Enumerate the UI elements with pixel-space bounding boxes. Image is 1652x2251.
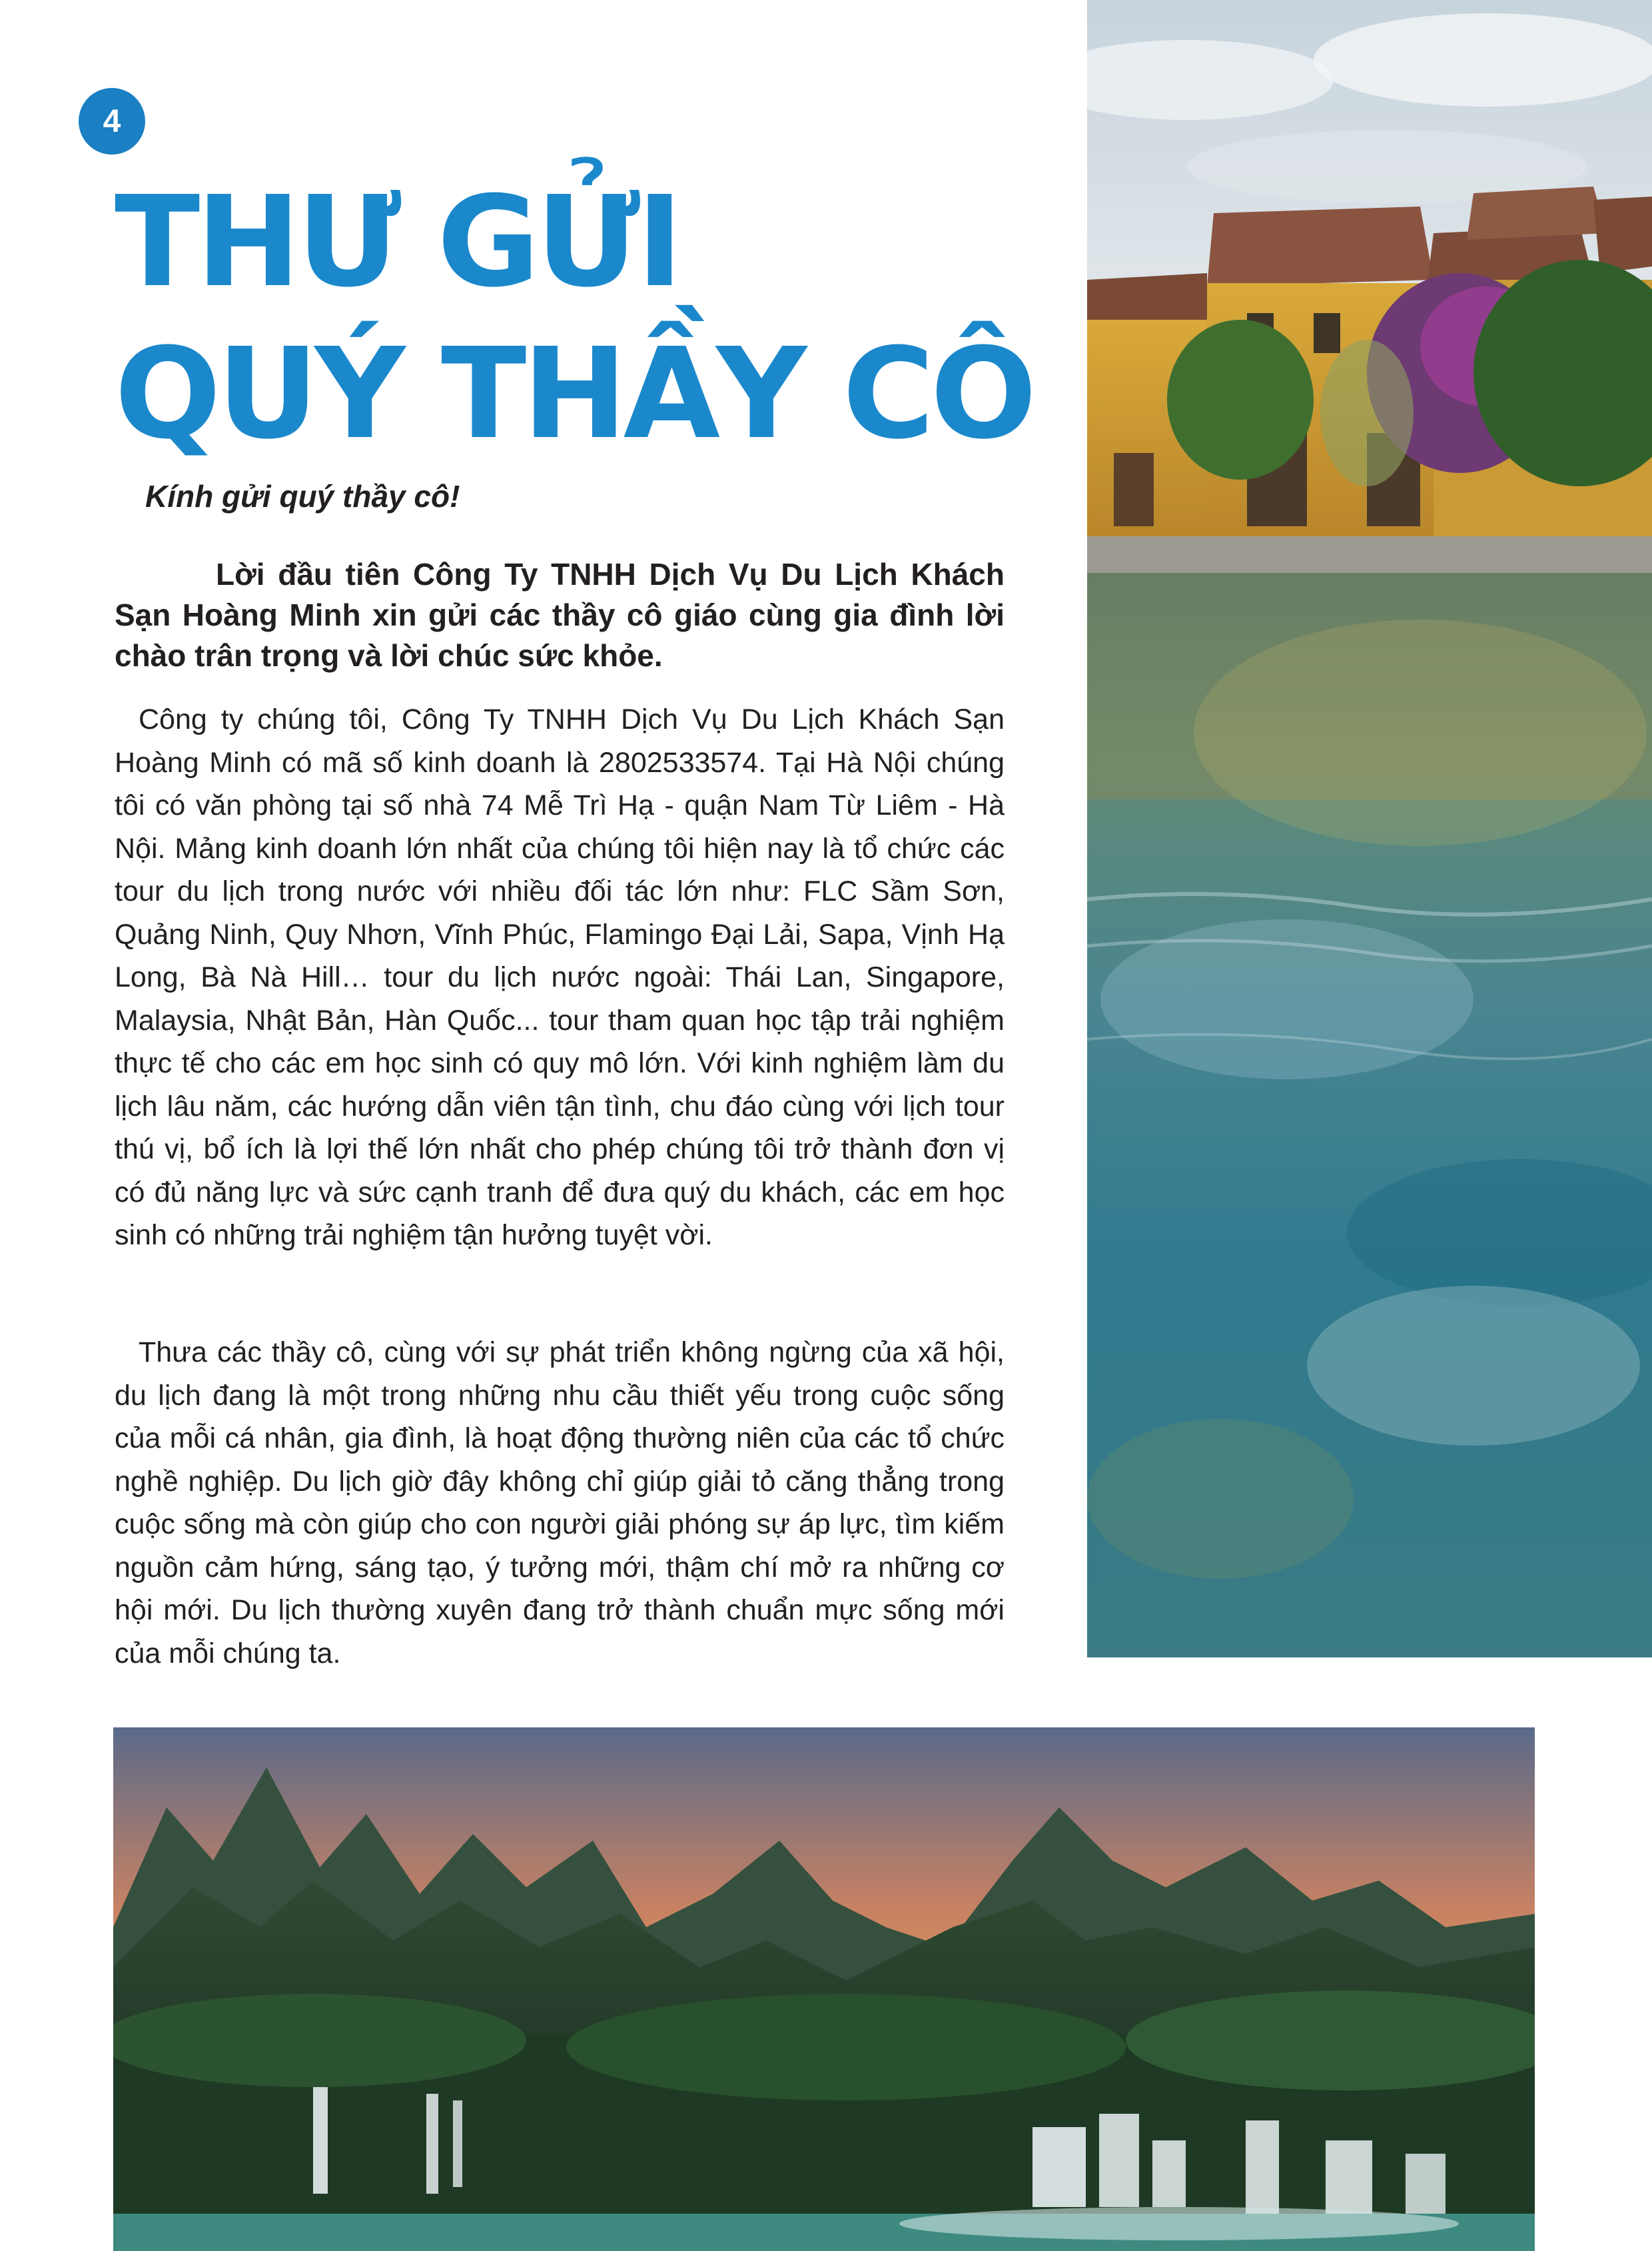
page-title	[115, 167, 1080, 470]
waterfall-karst-sunset-photo	[113, 1727, 1535, 2251]
letter-greeting: Kính gửi quý thầy cô!	[145, 479, 460, 514]
page-number-badge: 4	[79, 88, 145, 155]
letter-intro: Lời đầu tiên Công Ty TNHH Dịch Vụ Du Lịch Khách Sạn Hoàng Minh xin gửi các thầy cô giáo cùng gia đình lời chào trân trọng và lời chúc sức khỏe.	[115, 557, 1005, 673]
page-title-line-1: THƯ GỬI	[115, 169, 679, 315]
page-title-line-2: QUÝ THẦY CÔ	[115, 321, 1033, 467]
letter-paragraph-1: Công ty chúng tôi, Công Ty TNHH Dịch Vụ Du Lịch Khách Sạn Hoàng Minh có mã số kinh doanh là 2802533574. Tại Hà Nội chúng tôi có văn phòng tại số nhà 74 Mễ Trì Hạ - quận Nam Từ Liêm - Hà Nội. Mảng kinh doanh lớn nhất của chúng tôi hiện nay là tổ chức các tour du lịch trong nước với nhiều đối tác lớn như: FLC Sầm Sơn, Quảng Ninh, Quy Nhơn, Vĩnh Phúc, Flamingo Đại Lải, Sapa, Vịnh Hạ Long, Bà Nà Hill… tour du lịch nước ngoài: Thái Lan, Singapore, Malaysia, Nhật Bản, Hàn Quốc... tour tham quan học tập trải nghiệm thực tế cho các em học sinh có quy mô lớn. Với kinh nghiệm làm du lịch lâu năm, các hướng dẫn viên tận tình, chu đáo cùng với lịch tour thú vị, bổ ích là lợi thế lớn nhất cho phép chúng tôi trở thành đơn vị có đủ năng lực và sức cạnh tranh để đưa quý du khách, các em học sinh có những trải nghiệm tận hưởng tuyệt vời.	[115, 703, 1005, 1251]
letter-paragraph-2: Thưa các thầy cô, cùng với sự phát triển không ngừng của xã hội, du lịch đang là một trong những nhu cầu thiết yếu trong cuộc sống của mỗi cá nhân, gia đình, là hoạt động thường niên của các tổ chức nghề nghiệp. Du lịch giờ đây không chỉ giúp giải tỏ căng thẳng trong cuộc sống mà còn giúp cho con người giải phóng sự áp lực, tìm kiếm nguồn cảm hứng, sáng tạo, ý tưởng mới, thậm chí mở ra những cơ hội mới. Du lịch thường xuyên đang trở thành chuẩn mực sống mới của mỗi chúng ta.	[115, 1336, 1005, 1669]
riverside-old-town-photo	[1087, 0, 1652, 1657]
